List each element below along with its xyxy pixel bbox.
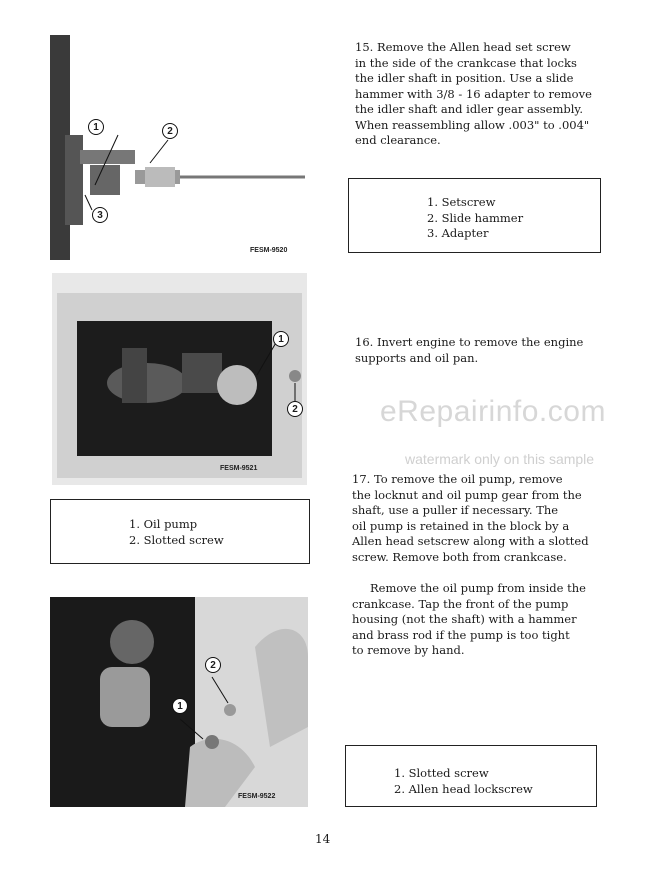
callout-1: 1	[88, 119, 104, 135]
watermark-text: eRepairinfo.com	[380, 395, 606, 428]
text-line: to remove by hand.	[352, 643, 465, 657]
step-16-paragraph	[355, 335, 583, 366]
figure-code: FESM-9520	[250, 247, 288, 254]
callout-3: 3	[92, 207, 108, 223]
text-line: the idler shaft and idler gear assembly.	[355, 102, 584, 116]
legend-item: 1. Setscrew	[427, 195, 496, 209]
text-line: and brass rod if the pump is too tight	[352, 627, 570, 642]
legend-box-3	[345, 745, 597, 807]
text-line: When reassembling allow .003" to .004"	[355, 117, 590, 132]
text-line: end clearance.	[355, 133, 441, 147]
legend-item: 3. Adapter	[427, 226, 489, 240]
text-line: oil pump is retained in the block by a	[352, 518, 570, 533]
callout-2: 2	[287, 401, 303, 417]
step-17-continued-paragraph	[352, 581, 586, 659]
legend-box-2	[50, 499, 310, 564]
text-line: shaft, use a puller if necessary. The	[352, 503, 559, 517]
text-line: Remove the oil pump from inside the	[370, 581, 586, 595]
callout-2: 2	[162, 123, 178, 139]
figure-code: FESM-9521	[220, 465, 258, 472]
text-line: crankcase. Tap the front of the pump	[352, 596, 569, 611]
text-line: 16. Invert engine to remove the engine	[355, 335, 584, 349]
step-15-paragraph	[355, 40, 592, 149]
text-line: supports and oil pan.	[355, 350, 479, 365]
legend-item: 2. Allen head lockscrew	[394, 781, 533, 796]
step-17-paragraph	[352, 472, 589, 565]
text-line: Allen head setscrew along with a slotted	[352, 534, 589, 548]
idler-shaft-illustration	[50, 35, 310, 260]
legend-box-1	[348, 178, 601, 253]
legend-item: 1. Slotted screw	[394, 766, 489, 780]
text-line: the locknut and oil pump gear from the	[352, 487, 582, 502]
figure-oil-pump-photo	[50, 597, 308, 807]
crankcase-illustration	[52, 273, 307, 485]
text-line: the idler shaft in position. Use a slide	[355, 71, 574, 85]
legend-item: 2. Slotted screw	[129, 532, 224, 547]
text-line: housing (not the shaft) with a hammer	[352, 612, 577, 626]
legend-item: 1. Oil pump	[129, 517, 198, 531]
figure-crankcase-photo	[52, 273, 307, 485]
watermark-subtext: watermark only on this sample	[405, 451, 595, 467]
text-line: screw. Remove both from crankcase.	[352, 549, 567, 564]
callout-1: 1	[273, 331, 289, 347]
page-number: 14	[315, 832, 331, 846]
text-line: hammer with 3/8 - 16 adapter to remove	[355, 86, 592, 101]
text-line: 17. To remove the oil pump, remove	[352, 472, 563, 486]
callout-1: 1	[172, 698, 188, 714]
callout-2: 2	[205, 657, 221, 673]
text-line: 15. Remove the Allen head set screw	[355, 40, 571, 54]
figure-idler-shaft-photo	[50, 35, 310, 260]
figure-code: FESM-9522	[238, 793, 276, 800]
legend-item: 2. Slide hammer	[427, 210, 524, 225]
text-line: in the side of the crankcase that locks	[355, 55, 577, 70]
